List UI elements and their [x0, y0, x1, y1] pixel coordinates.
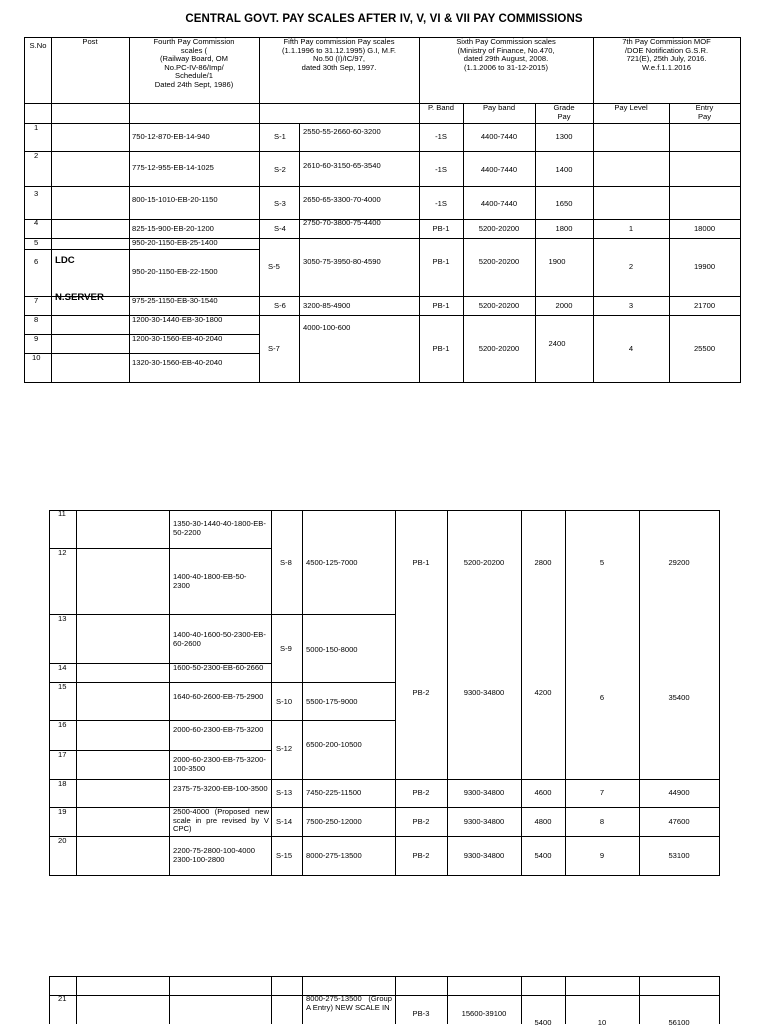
- fifth-code-cell: S-7: [268, 344, 280, 353]
- sno-cell: 9: [34, 334, 39, 343]
- payband-cell: 4400-7440: [480, 132, 518, 141]
- payband-cell: 5200-20200: [478, 344, 520, 353]
- sno-cell: 17: [58, 750, 67, 759]
- page-title: CENTRAL GOVT. PAY SCALES AFTER IV, V, VI & VII PAY COMMISSIONS: [185, 13, 583, 25]
- fifth-scale-cell: 8000-275-13500 (Group A Entry) NEW SCALE IN: [306, 994, 392, 1012]
- sno-cell: 1: [34, 123, 39, 132]
- fifth-code-cell: S-15: [276, 851, 293, 860]
- sno-cell: 13: [58, 614, 67, 623]
- pband-cell: PB-2: [412, 788, 430, 797]
- pband-cell: PB-2: [412, 817, 430, 826]
- sno-cell: 18: [58, 779, 67, 788]
- pay-level-cell: 7: [599, 788, 605, 797]
- grade-pay-cell: 1650: [555, 199, 573, 208]
- entry-pay-cell: 35400: [668, 693, 690, 702]
- fifth-scale-cell: 4000-100-600: [303, 323, 351, 332]
- grade-pay-cell: 5400: [534, 1018, 552, 1027]
- header-entry-pay: Entry Pay: [695, 103, 714, 121]
- header-sixth-pay-commission: Sixth Pay Commission scales (Ministry of Finance, No.470, dated 29th August, 2008. (1.1.2006 to 31-12-2015): [456, 37, 556, 72]
- pband-cell: PB-3: [412, 1009, 430, 1018]
- entry-pay-cell: 53100: [668, 851, 690, 860]
- pay-level-cell: 2: [628, 262, 634, 271]
- grade-pay-cell: 4800: [534, 817, 552, 826]
- payband-cell: 9300-34800: [463, 688, 505, 697]
- grade-pay-cell: 1800: [555, 224, 573, 233]
- entry-pay-cell: 25500: [693, 344, 716, 353]
- grade-pay-cell: 5400: [534, 851, 552, 860]
- pay-level-cell: 6: [599, 693, 605, 702]
- fourth-scale-cell: 2375-75-3200-EB-100-3500: [173, 784, 268, 793]
- entry-pay-cell: 18000: [693, 224, 716, 233]
- fifth-code-cell: S-1: [274, 132, 286, 141]
- pband-cell: PB-1: [432, 257, 450, 266]
- grade-pay-cell: 4200: [534, 688, 552, 697]
- header-fifth-pay-commission: Fifth Pay commission Pay scales (1.1.1996 to 31.12.1995) G.I, M.F. No.50 (I)/IC/97, dated 30th Sep, 1997.: [282, 37, 396, 72]
- fourth-scale-cell: 1640-60-2600-EB-75-2900: [173, 692, 264, 701]
- sno-cell: 11: [58, 509, 66, 518]
- sno-cell: 10: [32, 353, 41, 362]
- fourth-scale-cell: 2000-60-2300-EB-75-3200-100-3500: [173, 755, 266, 773]
- pay-level-cell: 9: [599, 851, 605, 860]
- fourth-scale-cell: 2200-75-2800-100-4000 2300-100-2800: [173, 846, 255, 864]
- sno-cell: 3: [34, 189, 39, 198]
- payband-cell: 5200-20200: [478, 257, 520, 266]
- header-pay-level: Pay Level: [614, 103, 648, 112]
- sno-cell: 5: [34, 238, 39, 247]
- payband-cell: 9300-34800: [463, 851, 505, 860]
- fourth-scale-cell: 1400-40-1600-50-2300-EB-60-2600: [173, 630, 266, 648]
- header-p-band: P. Band: [427, 103, 455, 112]
- header-post: Post: [82, 37, 98, 46]
- sno-cell: 14: [58, 663, 67, 672]
- sno-cell: 15: [58, 682, 67, 691]
- header-sno: S.No: [29, 41, 47, 50]
- sno-cell: 7: [34, 296, 39, 305]
- sno-cell: 2: [34, 151, 39, 160]
- fourth-scale-cell: 750-12-870-EB-14-940: [132, 132, 210, 141]
- entry-pay-cell: 47600: [668, 817, 690, 826]
- fifth-scale-cell: 2650-65-3300-70-4000: [303, 195, 381, 204]
- grade-pay-cell: 4600: [534, 788, 552, 797]
- fifth-scale-cell: 8000-275-13500: [306, 851, 362, 860]
- pay-level-cell: 8: [599, 817, 605, 826]
- pband-cell: PB-1: [432, 344, 450, 353]
- fourth-scale-cell: 1200-30-1560-EB-40-2040: [132, 334, 223, 343]
- grade-pay-cell: 2000: [555, 301, 573, 310]
- fourth-scale-cell: 1350-30-1440-40-1800-EB-50-2200: [173, 519, 266, 537]
- payband-cell: 9300-34800: [463, 788, 505, 797]
- fifth-scale-cell: 3050-75-3950-80-4590: [303, 257, 381, 266]
- entry-pay-cell: 19900: [693, 262, 716, 271]
- pband-cell: PB-2: [412, 851, 430, 860]
- fourth-scale-cell: 950-20-1150-EB-25-1400: [132, 238, 218, 247]
- sno-cell: 20: [58, 836, 67, 845]
- fifth-code-cell: S-14: [276, 817, 293, 826]
- grade-pay-cell: 1900: [548, 257, 566, 266]
- fourth-scale-cell: 800-15-1010-EB-20-1150: [132, 195, 218, 204]
- header-pay-band: Pay band: [482, 103, 516, 112]
- post-cell: N.SERVER: [55, 292, 104, 303]
- fifth-scale-cell: 7500-250-12000: [306, 817, 362, 826]
- fourth-scale-cell: 2500-4000 (Proposed new scale in pre revised by V CPC): [173, 807, 269, 834]
- fifth-code-cell: S-10: [276, 697, 293, 706]
- sno-cell: 19: [58, 807, 67, 816]
- payband-cell: 5200-20200: [478, 224, 520, 233]
- payband-cell: 9300-34800: [463, 817, 505, 826]
- grade-pay-cell: 1300: [555, 132, 573, 141]
- grade-pay-cell: 2800: [534, 558, 552, 567]
- grade-pay-cell: 1400: [555, 165, 573, 174]
- pband-cell: -1S: [435, 132, 447, 141]
- fourth-scale-cell: 950-20-1150-EB-22-1500: [132, 267, 218, 276]
- sno-cell: 12: [58, 548, 67, 557]
- fifth-scale-cell: 2550-55-2660-60-3200: [303, 127, 381, 136]
- sno-cell: 6: [34, 257, 39, 266]
- fifth-scale-cell: 2750-70-3800-75-4400: [303, 218, 381, 227]
- entry-pay-cell: 29200: [668, 558, 690, 567]
- fifth-scale-cell: 5000-150-8000: [306, 645, 358, 654]
- sno-cell: 8: [34, 315, 39, 324]
- pband-cell: PB-1: [432, 301, 450, 310]
- entry-pay-cell: 44900: [668, 788, 690, 797]
- fifth-scale-cell: 3200-85-4900: [303, 301, 351, 310]
- fifth-scale-cell: 2610-60-3150-65-3540: [303, 161, 381, 170]
- fifth-code-cell: S-5: [268, 262, 280, 271]
- post-cell: LDC: [55, 255, 75, 266]
- header-fourth-pay-commission: Fourth Pay Commission scales ( (Railway Board, OM No.PC-IV-86/Imp/ Schedule/1 Dated 24th Sept, 1986): [153, 37, 235, 89]
- header-grade-pay: Grade Pay: [553, 103, 575, 121]
- fifth-scale-cell: 7450-225-11500: [306, 788, 362, 797]
- fifth-scale-cell: 5500-175-9000: [306, 697, 358, 706]
- fourth-scale-cell: 1600-50-2300-EB-60-2660: [173, 663, 264, 672]
- fourth-scale-cell: 825-15-900-EB-20-1200: [132, 224, 214, 233]
- pband-cell: -1S: [435, 165, 447, 174]
- pband-cell: PB-1: [432, 224, 450, 233]
- fourth-scale-cell: 1320-30-1560-EB-40-2040: [132, 358, 223, 367]
- payband-cell: 5200-20200: [463, 558, 505, 567]
- fifth-scale-cell: 4500-125-7000: [306, 558, 358, 567]
- fifth-code-cell: S-4: [274, 224, 286, 233]
- fifth-code-cell: S-3: [274, 199, 286, 208]
- entry-pay-cell: 56100: [668, 1018, 690, 1027]
- fifth-code-cell: S-2: [274, 165, 286, 174]
- fifth-code-cell: S-12: [276, 744, 293, 753]
- header-seventh-pay-commission: 7th Pay Commission MOF /DOE Notification G.S.R. 721(E), 25th July, 2016. W.e.f.1.1.2016: [622, 37, 711, 72]
- sno-cell: 21: [58, 994, 67, 1003]
- fourth-scale-cell: 2000-60-2300-EB-75-3200: [173, 725, 264, 734]
- grade-pay-cell: 2400: [548, 339, 566, 348]
- fifth-code-cell: S-9: [280, 644, 292, 653]
- payband-cell: 4400-7440: [480, 199, 518, 208]
- fourth-scale-cell: 975-25-1150-EB-30-1540: [132, 296, 218, 305]
- fifth-scale-cell: 6500-200-10500: [306, 740, 362, 749]
- payband-cell: 4400-7440: [480, 165, 518, 174]
- pay-level-cell: 10: [597, 1018, 607, 1027]
- pband-cell: PB-1: [412, 558, 430, 567]
- sno-cell: 16: [58, 720, 67, 729]
- fifth-code-cell: S-6: [274, 301, 286, 310]
- entry-pay-cell: 21700: [693, 301, 716, 310]
- payband-cell: 5200-20200: [478, 301, 520, 310]
- fifth-code-cell: S-13: [276, 788, 293, 797]
- pband-cell: -1S: [435, 199, 447, 208]
- pay-level-cell: 1: [628, 224, 634, 233]
- pay-level-cell: 3: [628, 301, 634, 310]
- fifth-code-cell: S-8: [280, 558, 292, 567]
- pband-cell: PB-2: [412, 688, 430, 697]
- pay-level-cell: 4: [628, 344, 634, 353]
- fourth-scale-cell: 1200-30-1440-EB-30-1800: [132, 315, 223, 324]
- fourth-scale-cell: 1400-40-1800-EB-50-2300: [173, 572, 247, 590]
- pay-level-cell: 5: [599, 558, 605, 567]
- fourth-scale-cell: 775-12-955-EB-14-1025: [132, 163, 214, 172]
- sno-cell: 4: [34, 218, 39, 227]
- payband-cell: 15600-39100: [461, 1009, 507, 1018]
